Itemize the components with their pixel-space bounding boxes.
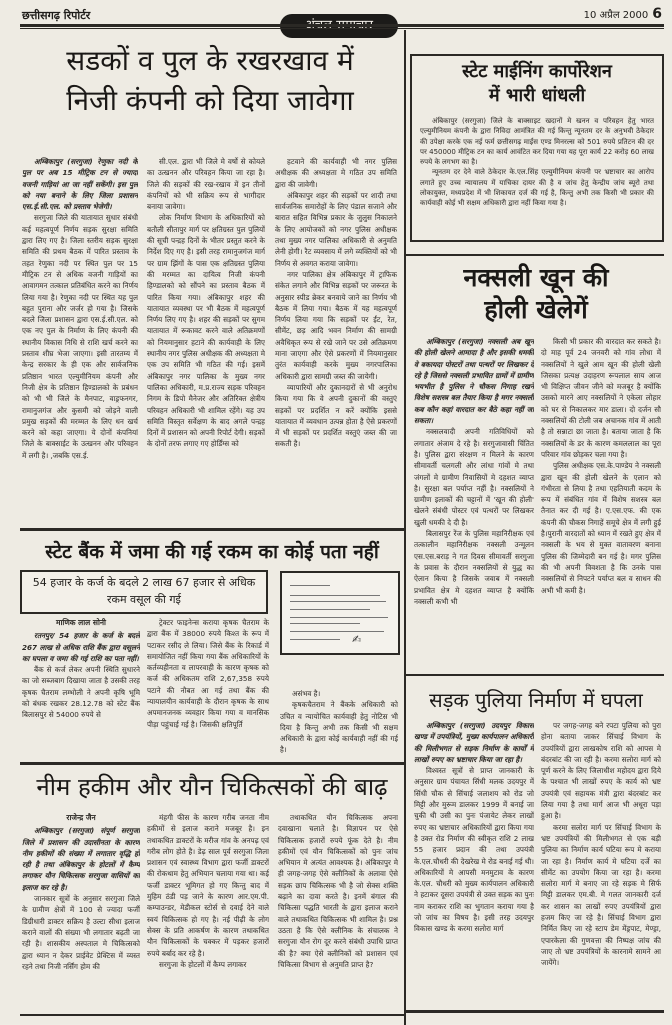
page-number: 6 [652, 6, 662, 22]
mining-headline-line2: में भारी धांधली [488, 85, 586, 106]
roads-paragraph: सी.एल. द्वारा भी जिले मे वर्षो से कोयले का उत्खनन और परिवहन किया जा रहा है। जिले की सड़कों की रख-रखाव में इन तीनों कंपनियों को भी सक्रिय रूप से भागीदार बनाया जावेगा। [147, 157, 265, 212]
culvert-column-1 [414, 720, 534, 1008]
mining-paragraph: न्यूनतम दर देने वाले ठेकेदार के.एल.सिंह एल्युमीनियम कंपनी पर भ्रष्टाचार का आरोप लगाते हुए उच्च न्यायालय में याचिका दायर की है व जांच हेतु केन्द्रीय जांच ब्यूरो तथा लोकायुक्त, मध्यप्रदेश में भी शिकायत दर्ज की गई है, किन्तु अभी तक किसी भी प्रकार की कार्यवाही कोई भी सक्षम अधिकारी द्वारा नहीं किया गया है। [420, 168, 654, 208]
naxal-lead: अम्बिकापुर (सरगुजा) नक्सली अब खून की होली खेलने आमादा है और इसकी धमकी वे बकायदा पोस्टरों तथा पत्थरों पर लिखकर दे रहे है जिससे नक्सली प्रभावित ग्रामों में ग्रामीण भयभीत है पुलिस ने चौकस निगाह रखने विशेष सशस्त्र बल तैयार किया है मगर नक्सली कब कौन कहां वारदात कर बैठे कहा नहीं जा सकता। [414, 337, 534, 426]
culvert-paragraph: विश्वस्त सूत्रों से प्राप्त जानकारी के अनुसार ग्राम पंचायत सिंधी मलक उदयपुर में सिंधी चौक से सिंचाई जलाशय को रोड जो मिट्टी और मुरूम डालकर 1999 में बनाई जा चुकी थी उसी का पुनः पंजायेट लेकर लाखों रुपए का भ्रष्टाचार अधिकारियों द्वारा किया गया है उक्त रोड निर्माण की स्वीकृत राशि 2 लाख 55 हजार प्रदान की तथा उपयंत्री के.एल.चौधरी की देखरेख मे रोड बनाई गई थी। अधिकारियों मे आपसी मनमुटाव के कारण के.एल. चौधरी को मुख्य कार्यपालन अधिकारी ने हटाकर दूसरा उपयंत्री से उक्त सड़क का पुनः नाम कराकर राशि का भुगतान कराया गया है जो जांच का विषय है। इसी तरह उदयपुर विकास खण्ड के करमा सलोरा मार्ग [414, 766, 534, 934]
culvert-lead: अम्बिकापुर (सरगुजा) उदयपुर विकास खण्ड में उपयंत्रियों, मुख्य कार्यपालन अधिकारी की मिलीभगत से सड़क निर्माण के कार्यों में लाखों रुपए का भ्रष्टाचार किया जा रहा है। [414, 721, 534, 764]
quacks-paragraph: सरगुजा के होटलों में कैम्प लगाकर [159, 959, 247, 969]
section-rule [20, 1014, 404, 1016]
naxal-column-2 [541, 336, 661, 672]
column-divider [404, 30, 406, 1025]
quacks-column-2 [147, 812, 269, 1012]
naxal-headline-line1: नक्सली खून की [463, 263, 609, 292]
quacks-byline: राजेन्द्र जैन [66, 813, 96, 822]
culvert-headline: सड़क पुलिया निर्माण में घपला [429, 688, 643, 712]
mining-headline-line1: स्टेट माईनिंग कार्पोरेशन [462, 61, 612, 82]
roads-column-3 [275, 156, 397, 524]
bank-lead: रतनपुर/ 54 हजार के कर्ज के बदले 267 लाख से अधिक राशि बैंक द्वारा वसूलने का घपला व जमा की गई राशि का पता नहीं। [22, 631, 140, 663]
quacks-column-3 [278, 812, 398, 1012]
bank-column-1 [22, 617, 140, 759]
section-rule [406, 674, 664, 676]
quacks-column-1 [22, 812, 140, 1012]
bank-column-2 [147, 617, 269, 759]
bank-document-photo [280, 571, 400, 655]
quacks-lead: अम्बिकापुर (सरगुजा) संपूर्ण सरगुजा जिले में प्रशासन की उदासीनता के कारण नीम हकीमों की संख्या में लगातार वृद्धि हो रही है तथा अंबिकापुर के होटलों में कैम्प लगाकर यौन चिकित्सक सरगुजा वासियों का इलाज कर रहे है। [22, 826, 140, 892]
signature-icon: ✍ [352, 633, 362, 646]
bank-paragraph: बैंक से कर्ज लेकर अपनी स्थिति सुधारने का जो सब्जबाग दिखाया जाता है उसकी तरह कृषक चैतराम लम्भोली ने अपनी कृषि भूमि को बंधक रखकर 28.12.78 को स्टेट बैंक बिलासपुर से 54000 रुपये से [22, 665, 140, 720]
issue-info [584, 6, 662, 22]
quacks-paragraph: जानकार सूत्रों के अनुसार सरगुजा जिले के ग्रामीण क्षेत्रों में 100 से ज्यादा फर्जी डिग्रीधारी डाक्टर सक्रिय है उल्टा सीधा इलाज कराने वालों की संख्या भी लगातार बढ़ती जा रही है। शासकीय अस्पताल मे चिकित्सको द्वारा ध्यान न देकर प्राईवेट प्रेक्टिस में व्यस्त रहने तथा निजी नर्सिंग होम की [22, 894, 140, 971]
bank-subheadline: 54 हजार के कर्ज के बदले 2 लाख 67 हजार से अधिक रकम वसूल की गई [20, 570, 268, 614]
mining-body [420, 116, 654, 234]
culvert-column-2 [541, 720, 661, 1008]
naxal-paragraph: किसी भी प्रकार की वारदात कर सकते है। दो माह पूर्व 24 जनवरी को गांव लोधा में नक्सलियों ने खुले आम खून की होली खेली जिसका प्रत्यक्ष उदाहरण रूपलाल साय आज भी विक्षिप्त जीवन जीने को मजबूर है क्योंकि उसको मारने आए नक्सलियों ने एकेला लोहार को घर से निकालकर मार डाला। दो दर्जन सौ नक्सलियों की टोली जब अचानक गांव में आती है तो सन्नाटा छा जाता है। बताया जाता है कि नक्सलियों के डर के कारण कमललाल का पूरा परिवार गांव छोड़कर चला गया है। [541, 337, 661, 459]
quacks-headline: नीम हकीम और यौन चिकित्सकों की बाढ़ [36, 773, 388, 801]
naxal-paragraph: पुलिस अधीक्षक एस.के.पाण्डेय ने नक्सली द्वारा खून की होली खेलने के एलान को गंभीरता से लिया है तथा एहतियाती कदम के रूप में संबंधित गांव में विशेष सशस्त्र बल तैनात कर दी गई है। ए.एस.एफ. की एक कंपनी की चौकस निगाहें समूचे क्षेत्र में लगी हुई है।पुरानी वारदातों को ध्यान में रखते हुए क्षेत्र में नक्सली के भय से मुक्त वातावरण बनाना पुलिस की जिम्मेदारी बन गई है। मगर पुलिस की भी अपनी विवशता है कि उनके पास नक्सलियों से निपटने पर्याप्त बल व साधन की अभी भी कमी है। [541, 461, 661, 595]
mining-paragraph: अंबिकापुर (सरगुजा) जिले के बाक्साइट खदानों मे खनन व परिवहन हेतु भारत एल्युमीनियम कंपनी के द्वारा निविदा आमंत्रित की गई किन्तु न्यूनतम दर के अनुभवी ठेकेदार की उपेक्षा करके एक नई फर्म छत्तीसगढ़ माईंस एण्ड मिनरल्स को 501 रुपये प्रतिटन की दर पर 450000 मीट्रिक टन का कार्य आवंटित कर दिया गया यह पूरा कार्य 22 करोड़ 60 लाख रुपये के लगभग का है। [420, 117, 654, 167]
naxal-column-1 [414, 336, 534, 672]
masthead-rule-thin [20, 28, 664, 29]
roads-paragraph: व्यापारियों और दुकानदारों से भी अनुरोध किया गया कि वे अपनी दुकानों की वस्तुएं सड़कों पर प्रदर्शित न करें क्योंकि इससे यातायात में व्यवधान उत्पन्न होता है ऐसे प्रकरणों में भी सड़कों पर प्रदर्शित वस्तुएं जब्त की जा सकती है। [275, 382, 397, 449]
masthead-rule [20, 24, 664, 27]
issue-date: 10 अप्रैल 2000 [583, 10, 649, 21]
quacks-paragraph: तथाकथित यौन चिकित्सक अपना दवाखाना चलाते है। विज्ञापन पर ऐसे चिकित्सक हजारों रुपये फूंक देते है। नीम हकीमों एवं यौन चिकित्सकों को पुनः जांच अभियान मे अत्यंत आवश्यक है। अंबिकापुर मे ही जगह-जगह ऐसे क्लीनिकों के अलावा ऐसे सड़क छाप चिकित्सक भी है जो सेक्स शक्ति बढ़ाने का दावा करते है। इनमें बंगाल की चिकित्सा पद्धति भारती के द्वारा इलाज कराने वाले तथाकथित चिकित्सक भी शामिल है। प्रश्न उठता है कि ऐसे क्लीनिक के संचालक ने सरगुजा यौन रोग दूर करने संबंधी उपाधि प्राप्त की है? क्या ऐसे क्लीनिकों को प्रशासन एवं चिकित्सा विभाग से अनुमति प्राप्त है? [278, 813, 398, 969]
roads-paragraph: नगर पालिका क्षेत्र अंबिकापुर में ट्राफिक संकेत लगाने और विभिन्न सड़कों पर जरूरत के अनुसार स्पीड ब्रेकर बनवाये जाने का निर्णय भी बैठक में लिया गया। बैठक में यह महत्वपूर्ण निर्णय लिया गया कि सड़कों पर ईंट, रेत, सीमेंट, छड़ आदि भवन निर्माण की सामग्री अवैधिकृत रूप से रखे जाने पर उसे अतिक्रमण माना जाएगा और ऐसे प्रकरणों में नियमानुसार तुरंत कार्यवाही करके मुख्य नगरपालिका अधिकारी द्वारा सामग्री जब्त की जायेगी। [275, 269, 397, 381]
section-rule [20, 528, 404, 531]
roads-headline-line1: सडकों व पुल के रखरखाव में [66, 44, 354, 77]
section-rule [406, 1010, 664, 1013]
bank-headline: स्टेट बैंक में जमा की गई रकम का कोई पता नहीं [45, 541, 379, 563]
naxal-paragraph: नक्सलवादी अपनी गतिविधियों को लगातार अंजाम दे रहे है। सरगुजावासी चिंतित है। पुलिस द्वारा संरक्षण न मिलने के कारण सीमावर्ती चलगली और लांधा गांवों मे तथा जंगलों मे ग्रामीण निवासियों मे दहशत व्याप्त है। सुरक्षा बल पर्याप्त नहीं है। नक्सलियों ने ग्रामीण इलाकों की चट्टानों में 'खून की होली' खेलने संबंधी पोस्टर एवं पत्थरों पर लिखकर खुली धमकी दे दी है। [414, 427, 534, 527]
roads-paragraph: लोक निर्माण विभाग के अधिकारियों को बतौली सीतापुर मार्ग पर क्षतिग्रस्त पुल पुलियों की सूची पन्द्रह दिनों के भीतर प्रस्तुत करने के निर्देश दिए गए है। इसी तरह रामानुजगंज मार्ग पर ग्राम झिंगों के पास एक क्षतिग्रस्त पुलिया की मरम्मत का दायित्व निजी कंपनी हिण्डालको को सौंपने का प्रस्ताव बैठक में पारित किया गया। अंबिकापुर शहर की यातायात व्यवस्था पर भी बैठक में महत्वपूर्ण निर्णय लिए गए है। शहर की सड़कों पर सुगम यातायात में रूकावट करने वाले अतिक्रमणों को नियमानुसार हटाने की कार्यवाही के लिए स्थानीय नगर पुलिस अधीक्षक की अध्यक्षता मे एक उप समिति भी गठित की गई। इसमें अंबिकापुर नगर पालिका के मुख्य नगर पालिका अधिकारी, म.प्र.राज्य सड़क परिवहन निगम के डिपो मैनेजर और अतिरिक्त क्षेत्रीय परिवहन अधिकारी भी शामिल रहेंगे। यह उप समिति विस्तृत सर्वेक्षण के बाद अगले पन्द्रह दिनों में प्रशासन को अपनी रिपोर्ट देगी। सड़कों के दोनों तरफ लगाए गए होर्डिंग्स को [147, 213, 265, 449]
section-rule [406, 254, 664, 256]
bank-paragraph: कृषकचैतराम ने बैंकके अधिकारी को उचित व न्यायोचित कार्यवाही हेतु नोटिस भी दिया है किन्तु अभी तक किसी भी सक्षम अधिकारी के द्वारा कोई कार्यवाही नहीं की गई है। [280, 700, 398, 755]
naxal-headline-line2: होली खेलेगें [484, 295, 588, 324]
culvert-paragraph: करमा सलोरा मार्ग पर सिंचाई विभाग के भ्रष्ट उपयंत्रियों की मिलीभगत से एक बड़ी पुलिया का निर्माण कार्य घटिया रूप मे कराया जा रहा है। निर्माण कार्य मे घटिया दर्जे का सीमेंट का उपयोग किया जा रहा है। करमा सलोरा मार्ग मे बनाए जा रहे सड़क मे सिर्फ मिट्टी डालकर एम.बी. मे गलत जानकारी दर्ज कर शासन का लाखों रुपए उपयंत्रियों द्वारा हजम किए जा रहे है। सिंचाई विभाग द्वारा निर्मित किए जा रहे स्टाप डेम मेंड्रपाट, मेण्ड्रा, एपारकेला की गुणवत्ता की निष्पक्ष जांच की जाए तो भ्रष्ट उपयंत्रियों के कारनामे सामने आ जायेंगे। [541, 822, 661, 968]
newspaper-name: छत्तीसगढ़ रिपोर्टर [22, 9, 91, 22]
roads-column-1 [22, 156, 138, 524]
bank-byline: माणिक लाल सोनी [55, 618, 106, 627]
section-rule [20, 762, 404, 765]
bank-column-3 [280, 688, 398, 760]
quacks-paragraph: मंहगी फीस के कारण गरीब जनता नीम हकीमों से इलाज कराने मजबूर है। इन तथाकथित डाक्टरों के मरीज गांव के अनपढ़ एवं गरीब लोग होते है। डेढ़ साल पूर्व सरगुजा जिला प्रशासन एवं स्वास्थ्य विभाग द्वारा फर्जी डाक्टरों की रोकथाम हेतु अभियान चलाया गया था। कई फर्जी डाक्टर भूमिगत हो गए किन्तु बाद में मुहिम ठंडी पड़ जाने के कारण आर.एम.पी. कम्पाउन्डर, मेडीकल स्टोर्स से दवाई देने वाले स्वयं चिकित्सक हो गए है। नई पीढ़ी के लोग सेक्स के प्रति आकर्षण के कारण तथाकथित यौन चिकित्सकों के चक्कर में पड़कर हजारों रुपये बर्बाद कर रहे है। [147, 813, 269, 958]
naxal-paragraph: बिलासपुर रेंज के पुलिस महानिरीक्षक एवं तत्कालीन महानिरीक्षक नक्सली उन्मूलन एस.एस.बराड़ ने गत दिवस सीमावर्ती सरगुजा के प्रवास के दौरान नक्सलियों से युद्ध का ऐलान किया है जिसके जवाब में नक्सली प्रभावित क्षेत्र मे दहशत व्याप्त है क्योंकि नक्सली कभी भी [414, 529, 534, 606]
roads-paragraph: अंबिकापुर शहर की सड़कों पर शादी तथा सार्वजनिक समारोहों के लिए पंडाल सजाने और बारात सहित विभिन्न प्रकार के जुलुस निकालने के लिए आयोजकों को नगर पुलिस अधीक्षक तथा मुख्य नगर पालिका अधिकारी से अनुमति लेनी होगी। रैट व्यवसाय में लगे व्यक्तियों को भी निर्णय से अवगत कराया जावेगा। [275, 190, 397, 268]
bank-paragraph: ट्रेक्टर फाइनेन्स कराया कृषक चैतराम के द्वारा बैंक में 38000 रुपये किश्त के रूप में पटाकर रसीद ले लिया। जिसे बैंक के रिकार्ड में समायोजित नहीं किया गया बैंक अधिकारियों के कर्तव्यहीनता व लापरवाही के कारण कृषक को कर्ज की अधिकतम राशि 2,67,358 रुपये पटाने की नौबत आ गई तथा बैंक की न्यायालयीन कार्यवाही के दौरान कृषक के साथ अपमानजनक व्यवहार किया गया व मानसिक पीड़ा पहुंचाई गई है। जिसकी क्षतिपूर्ति [147, 618, 269, 729]
roads-headline-line2: निजी कंपनी को दिया जावेगा [66, 84, 354, 117]
culvert-paragraph: पर जगह-जगह बने रपटा पुलिया को पुरा होना बताया जाकर सिंचाई विभाग के उपयंत्रियों द्वारा लाखकोष राशि को आपस मे बंदरबांट की जा रही है। करमा सलोरा मार्ग को पूर्ण करने के लिए जिलाधीश महोदय द्वारा दिये के पश्चात भी लाखों रुपए के कार्य को भ्रष्ट उपयंत्री एवं सहायक मंत्री द्वारा बंदरबांट कर लिया गया है तथा मार्ग आज भी अधूरा पड़ा हुआ है। [541, 721, 661, 821]
roads-column-2 [147, 156, 265, 524]
roads-lead: अम्बिकापुर (सरगुजा) रेणुका नदी के पुल पर अब 15 मीट्रिक टन से ज्यादा वजनी गाड़ियां आ जा नहीं सकेंगी। इस पुल को नया बनाने के लिए जिला प्रशासन एस.ई.सी.एल. को प्रस्ताव भेजेगी। [22, 157, 138, 212]
roads-paragraph: हटवाने की कार्यवाही भी नगर पुलिस अधीक्षक की अध्यक्षता मे गठित उप समिति द्वारा की जावेगी। [275, 157, 397, 189]
roads-paragraph: सरगुजा जिले की यातायात सुधार संबंधी कई महत्वपूर्ण निर्णय सड़क सुरक्षा समिति द्वारा लिए गए है। जिला स्तरीय सड़क सुरक्षा समिति की प्रथम बैठक में पारित प्रस्ताव के तहत रेणुका नदी पर स्थित पुल पर 15 मीट्रिक टन से अधिक वजनी गाड़ियों का आवागमन तत्काल प्रतिबंधित करने का निर्णय लिया गया है। रेणुका नदी पर स्थित यह पुल बहुत पुराना और जर्जर हो गया है। जिसके बदले जिला प्रशासन द्वारा एस.ई.सी.एल. को एक नए पुल के निर्माण के लिए कंपनी की स्थानीय विकास निधि से राशि खर्च करने का प्रस्ताव शीघ्र भेजा जाएगा। इसी तारतम्य में केन्द्र सरकार के ही एक और सार्वजनिक प्रतिष्ठान भारत एल्युमीनियम कंपनी और निजी क्षेत्र के प्रतिष्ठान हिण्डालको के प्रबंधन को भी भी जिले के मैनपाट, वाड्रफनगर, रामानुजगंज और कुसमी को जोड़ने वाली प्रमुख सड़कों की मरम्मत के लिए धन खर्च करने को कहा जाएगा। ये दोनों कंपनियां जिले के बाक्साईट के उत्खनन और परिवहन में लगी है। ,जबकि एस.ई. [22, 213, 138, 460]
bank-paragraph: असंभव है। [292, 689, 321, 698]
